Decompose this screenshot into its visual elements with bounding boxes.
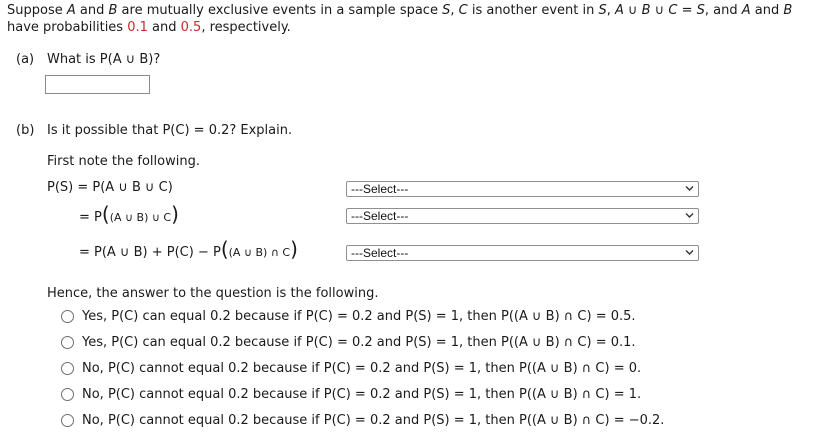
select-1-value: ---Select--- [351, 182, 409, 196]
problem-intro-line-1: Suppose A and B are mutually exclusive events in a sample space S, C is another event in S, A ∪ B ∪ C = S, and A and B [7, 3, 793, 18]
equation-line-3: = P(A ∪ B) + P(C) − P((A ∪ B) ∩ C) [79, 237, 298, 261]
part-a-label: (a) [16, 52, 35, 67]
answer-option-label-2[interactable]: Yes, P(C) can equal 0.2 because if P(C) = 0.2 and P(S) = 1, then P((A ∪ B) ∩ C) = 0.1. [82, 335, 636, 350]
answer-option-label-1[interactable]: Yes, P(C) can equal 0.2 because if P(C) = 0.2 and P(S) = 1, then P((A ∪ B) ∩ C) = 0.5. [82, 309, 636, 324]
answer-option-label-3[interactable]: No, P(C) cannot equal 0.2 because if P(C) = 0.2 and P(S) = 1, then P((A ∪ B) ∩ C) = 0. [82, 361, 642, 376]
answer-option-radio-2[interactable] [61, 336, 74, 349]
chevron-down-icon [685, 185, 694, 192]
select-2-value: ---Select--- [351, 209, 409, 223]
hence-text: Hence, the answer to the question is the following. [47, 286, 379, 301]
select-3-value: ---Select--- [351, 246, 409, 260]
part-a-answer-input[interactable] [45, 75, 150, 94]
justification-select-3[interactable] [346, 245, 699, 261]
answer-option-radio-3[interactable] [61, 362, 74, 375]
probability-b: 0.5 [180, 20, 202, 35]
justification-select-1[interactable] [346, 181, 699, 197]
part-a-question: What is P(A ∪ B)? [47, 52, 161, 67]
answer-option-label-4[interactable]: No, P(C) cannot equal 0.2 because if P(C) = 0.2 and P(S) = 1, then P((A ∪ B) ∩ C) = 1. [82, 387, 642, 402]
justification-select-2[interactable] [346, 208, 699, 224]
answer-option-label-5[interactable]: No, P(C) cannot equal 0.2 because if P(C) = 0.2 and P(S) = 1, then P((A ∪ B) ∩ C) = −0.2. [82, 413, 665, 428]
answer-option-radio-1[interactable] [61, 310, 74, 323]
answer-option-radio-5[interactable] [61, 414, 74, 427]
equation-line-2: = P((A ∪ B) ∪ C) [79, 202, 179, 226]
part-b-question: Is it possible that P(C) = 0.2? Explain. [47, 123, 293, 138]
problem-intro-line-2: have probabilities 0.1 and 0.5, respectively. [7, 20, 291, 35]
equation-line-1: P(S) = P(A ∪ B ∪ C) [47, 180, 173, 195]
probability-a: 0.1 [127, 20, 148, 35]
chevron-down-icon [685, 212, 694, 219]
first-note-text: First note the following. [47, 154, 200, 169]
part-b-label: (b) [16, 123, 35, 138]
answer-option-radio-4[interactable] [61, 388, 74, 401]
chevron-down-icon [685, 249, 694, 256]
